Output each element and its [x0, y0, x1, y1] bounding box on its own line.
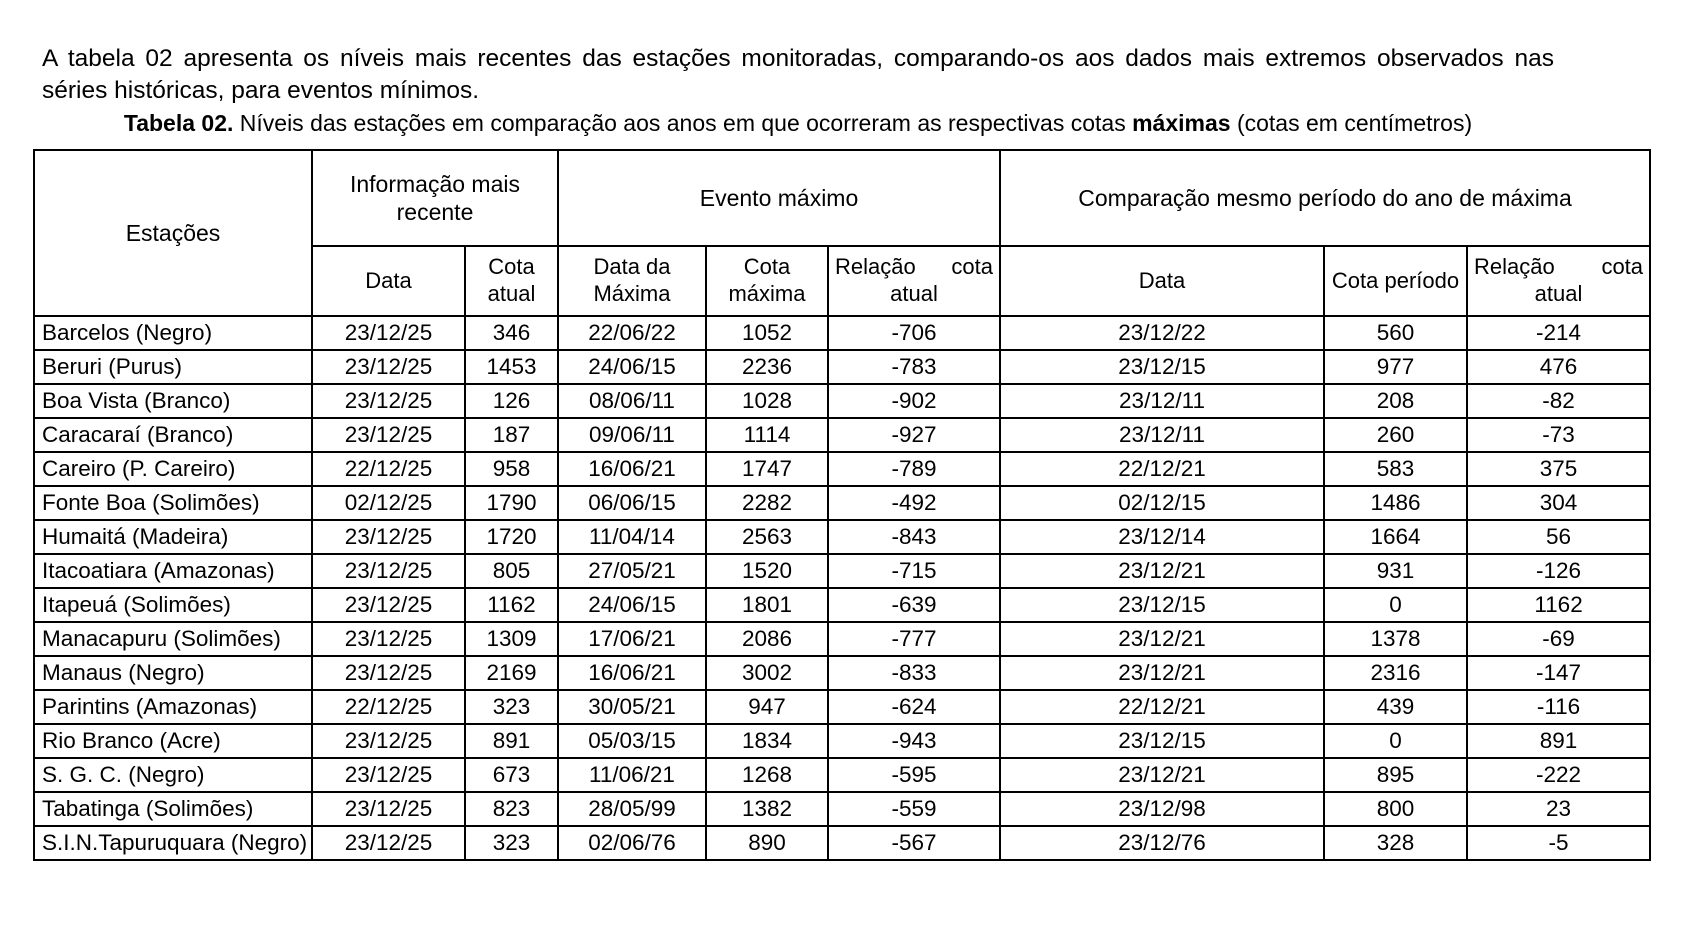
- table-row: [34, 350, 1650, 384]
- cell-cota-periodo: 439: [1324, 690, 1467, 724]
- cell-cota-periodo: 2316: [1324, 656, 1467, 690]
- cell-data-comp: 23/12/15: [1000, 588, 1324, 622]
- table-row: [34, 316, 1650, 350]
- cell-cota-periodo: 583: [1324, 452, 1467, 486]
- table-row: [34, 656, 1650, 690]
- cell-data-maxima: 11/06/21: [558, 758, 706, 792]
- cell-station: Itacoatiara (Amazonas): [34, 554, 312, 588]
- cell-cota-maxima: 1268: [706, 758, 828, 792]
- cell-data-maxima: 28/05/99: [558, 792, 706, 826]
- caption-label: Tabela 02.: [123, 110, 234, 136]
- cell-station: Caracaraí (Branco): [34, 418, 312, 452]
- table-row: [34, 486, 1650, 520]
- cell-cota-maxima: 1834: [706, 724, 828, 758]
- header-relacao-2-text: Relação cota atual: [1474, 254, 1644, 306]
- cell-cota-periodo: 328: [1324, 826, 1467, 860]
- cell-relacao-comp: 304: [1467, 486, 1650, 520]
- cell-cota-maxima: 1801: [706, 588, 828, 622]
- cell-relacao-max: -777: [828, 622, 1000, 656]
- cell-data-maxima: 24/06/15: [558, 350, 706, 384]
- cell-cota-maxima: 1747: [706, 452, 828, 486]
- cell-station: Careiro (P. Careiro): [34, 452, 312, 486]
- cell-data-recente: 23/12/25: [312, 554, 465, 588]
- header-cota-atual: Cota atual: [465, 246, 558, 316]
- cell-cota-maxima: 2282: [706, 486, 828, 520]
- header-data-comparacao: Data: [1000, 246, 1324, 316]
- table-row: [34, 724, 1650, 758]
- cell-relacao-comp: -69: [1467, 622, 1650, 656]
- cell-cota-maxima: 1052: [706, 316, 828, 350]
- cell-cota-periodo: 895: [1324, 758, 1467, 792]
- cell-data-recente: 23/12/25: [312, 656, 465, 690]
- cell-station: Manacapuru (Solimões): [34, 622, 312, 656]
- cell-data-comp: 02/12/15: [1000, 486, 1324, 520]
- cell-data-comp: 23/12/14: [1000, 520, 1324, 554]
- cell-relacao-comp: -214: [1467, 316, 1650, 350]
- cell-relacao-comp: -222: [1467, 758, 1650, 792]
- cell-data-recente: 23/12/25: [312, 792, 465, 826]
- cell-data-maxima: 24/06/15: [558, 588, 706, 622]
- table-row: [34, 418, 1650, 452]
- cell-cota-periodo: 931: [1324, 554, 1467, 588]
- cell-cota-maxima: 1520: [706, 554, 828, 588]
- caption-bold-word: máximas: [1132, 110, 1231, 136]
- table-row: [34, 826, 1650, 860]
- cell-cota-atual: 823: [465, 792, 558, 826]
- cell-cota-maxima: 1028: [706, 384, 828, 418]
- cell-data-comp: 23/12/21: [1000, 656, 1324, 690]
- table-row: [34, 622, 1650, 656]
- header-relacao-cota-atual-comp: [1467, 246, 1650, 316]
- cell-data-comp: 22/12/21: [1000, 690, 1324, 724]
- cell-data-maxima: 05/03/15: [558, 724, 706, 758]
- cell-cota-atual: 346: [465, 316, 558, 350]
- cell-relacao-max: -492: [828, 486, 1000, 520]
- cell-data-comp: 23/12/15: [1000, 350, 1324, 384]
- cell-cota-maxima: 3002: [706, 656, 828, 690]
- cell-station: Rio Branco (Acre): [34, 724, 312, 758]
- cell-data-recente: 23/12/25: [312, 316, 465, 350]
- cell-data-maxima: 11/04/14: [558, 520, 706, 554]
- cell-cota-maxima: 2086: [706, 622, 828, 656]
- cell-station: Manaus (Negro): [34, 656, 312, 690]
- cell-relacao-comp: -5: [1467, 826, 1650, 860]
- cell-data-recente: 23/12/25: [312, 384, 465, 418]
- cell-cota-maxima: 2563: [706, 520, 828, 554]
- cell-data-comp: 23/12/11: [1000, 384, 1324, 418]
- cell-data-maxima: 09/06/11: [558, 418, 706, 452]
- table-row: [34, 384, 1650, 418]
- cell-data-recente: 23/12/25: [312, 588, 465, 622]
- cell-data-maxima: 30/05/21: [558, 690, 706, 724]
- cell-station: Itapeuá (Solimões): [34, 588, 312, 622]
- cell-cota-periodo: 0: [1324, 724, 1467, 758]
- cell-data-comp: 23/12/21: [1000, 622, 1324, 656]
- cell-cota-periodo: 1486: [1324, 486, 1467, 520]
- cell-cota-atual: 891: [465, 724, 558, 758]
- cell-data-comp: 23/12/98: [1000, 792, 1324, 826]
- cell-relacao-comp: -73: [1467, 418, 1650, 452]
- levels-table: [33, 149, 1651, 861]
- cell-relacao-max: -624: [828, 690, 1000, 724]
- cell-cota-atual: 673: [465, 758, 558, 792]
- cell-data-maxima: 27/05/21: [558, 554, 706, 588]
- table-row: [34, 520, 1650, 554]
- cell-data-recente: 23/12/25: [312, 826, 465, 860]
- cell-relacao-max: -715: [828, 554, 1000, 588]
- cell-data-maxima: 08/06/11: [558, 384, 706, 418]
- table-row: [34, 758, 1650, 792]
- cell-relacao-max: -706: [828, 316, 1000, 350]
- cell-relacao-max: -843: [828, 520, 1000, 554]
- cell-data-comp: 23/12/11: [1000, 418, 1324, 452]
- cell-relacao-comp: 1162: [1467, 588, 1650, 622]
- cell-station: S. G. C. (Negro): [34, 758, 312, 792]
- cell-cota-atual: 2169: [465, 656, 558, 690]
- cell-data-maxima: 02/06/76: [558, 826, 706, 860]
- header-group-comparison: Comparação mesmo período do ano de máxima: [1000, 150, 1650, 246]
- header-stations: Estações: [34, 150, 312, 316]
- cell-cota-maxima: 947: [706, 690, 828, 724]
- cell-data-recente: 23/12/25: [312, 758, 465, 792]
- cell-data-comp: 23/12/22: [1000, 316, 1324, 350]
- cell-data-comp: 23/12/21: [1000, 758, 1324, 792]
- table-row: [34, 792, 1650, 826]
- table-row: [34, 452, 1650, 486]
- cell-data-recente: 23/12/25: [312, 418, 465, 452]
- header-group-max: Evento máximo: [558, 150, 1000, 246]
- header-cota-periodo: Cota período: [1324, 246, 1467, 316]
- caption-text-before: Níveis das estações em comparação aos anos em que ocorreram as respectivas cotas: [233, 110, 1133, 136]
- cell-data-maxima: 06/06/15: [558, 486, 706, 520]
- cell-cota-atual: 958: [465, 452, 558, 486]
- table-caption: [42, 110, 1554, 138]
- table-row: [34, 588, 1650, 622]
- cell-data-comp: 23/12/15: [1000, 724, 1324, 758]
- cell-cota-atual: 323: [465, 826, 558, 860]
- cell-data-comp: 23/12/21: [1000, 554, 1324, 588]
- cell-relacao-comp: -126: [1467, 554, 1650, 588]
- cell-relacao-comp: 891: [1467, 724, 1650, 758]
- cell-cota-atual: 323: [465, 690, 558, 724]
- intro-paragraph: A tabela 02 apresenta os níveis mais recentes das estações monitoradas, comparando-os aos dados mais extremos observados nas séries históricas, para eventos mínimos.: [42, 44, 1554, 105]
- cell-cota-periodo: 0: [1324, 588, 1467, 622]
- cell-relacao-max: -927: [828, 418, 1000, 452]
- cell-relacao-comp: -147: [1467, 656, 1650, 690]
- cell-cota-periodo: 560: [1324, 316, 1467, 350]
- header-relacao-cota-atual-max: [828, 246, 1000, 316]
- cell-station: Humaitá (Madeira): [34, 520, 312, 554]
- cell-cota-atual: 1162: [465, 588, 558, 622]
- cell-data-recente: 23/12/25: [312, 520, 465, 554]
- cell-data-recente: 23/12/25: [312, 724, 465, 758]
- cell-relacao-max: -833: [828, 656, 1000, 690]
- cell-station: Fonte Boa (Solimões): [34, 486, 312, 520]
- cell-data-maxima: 22/06/22: [558, 316, 706, 350]
- cell-cota-maxima: 1382: [706, 792, 828, 826]
- cell-cota-maxima: 2236: [706, 350, 828, 384]
- cell-relacao-max: -789: [828, 452, 1000, 486]
- cell-station: Barcelos (Negro): [34, 316, 312, 350]
- cell-relacao-comp: 375: [1467, 452, 1650, 486]
- cell-cota-periodo: 800: [1324, 792, 1467, 826]
- cell-relacao-max: -595: [828, 758, 1000, 792]
- header-data-recent: Data: [312, 246, 465, 316]
- cell-cota-periodo: 1378: [1324, 622, 1467, 656]
- cell-data-maxima: 16/06/21: [558, 452, 706, 486]
- table-row: [34, 554, 1650, 588]
- cell-data-recente: 23/12/25: [312, 350, 465, 384]
- header-group-recent: Informação mais recente: [312, 150, 558, 246]
- caption-text-after: (cotas em centímetros): [1230, 110, 1473, 136]
- cell-relacao-max: -783: [828, 350, 1000, 384]
- cell-cota-atual: 1720: [465, 520, 558, 554]
- cell-data-maxima: 17/06/21: [558, 622, 706, 656]
- cell-data-maxima: 16/06/21: [558, 656, 706, 690]
- cell-data-comp: 23/12/76: [1000, 826, 1324, 860]
- cell-relacao-max: -639: [828, 588, 1000, 622]
- cell-station: S.I.N.Tapuruquara (Negro): [34, 826, 312, 860]
- cell-cota-maxima: 890: [706, 826, 828, 860]
- cell-cota-atual: 126: [465, 384, 558, 418]
- cell-data-recente: 22/12/25: [312, 690, 465, 724]
- header-cota-maxima: Cota máxima: [706, 246, 828, 316]
- cell-station: Tabatinga (Solimões): [34, 792, 312, 826]
- cell-data-recente: 23/12/25: [312, 622, 465, 656]
- cell-data-recente: 02/12/25: [312, 486, 465, 520]
- cell-station: Parintins (Amazonas): [34, 690, 312, 724]
- cell-relacao-comp: 56: [1467, 520, 1650, 554]
- header-data-maxima: Data da Máxima: [558, 246, 706, 316]
- cell-relacao-max: -902: [828, 384, 1000, 418]
- table-row: [34, 690, 1650, 724]
- header-row-groups: [34, 150, 1650, 246]
- cell-cota-atual: 1453: [465, 350, 558, 384]
- cell-cota-periodo: 977: [1324, 350, 1467, 384]
- cell-relacao-max: -567: [828, 826, 1000, 860]
- table-body: [34, 316, 1650, 860]
- cell-relacao-comp: 23: [1467, 792, 1650, 826]
- cell-data-comp: 22/12/21: [1000, 452, 1324, 486]
- cell-cota-maxima: 1114: [706, 418, 828, 452]
- cell-cota-periodo: 260: [1324, 418, 1467, 452]
- cell-relacao-comp: 476: [1467, 350, 1650, 384]
- cell-relacao-comp: -116: [1467, 690, 1650, 724]
- cell-cota-periodo: 1664: [1324, 520, 1467, 554]
- cell-cota-atual: 187: [465, 418, 558, 452]
- cell-relacao-comp: -82: [1467, 384, 1650, 418]
- cell-data-recente: 22/12/25: [312, 452, 465, 486]
- header-relacao-1-text: Relação cota atual: [835, 254, 994, 306]
- cell-relacao-max: -943: [828, 724, 1000, 758]
- cell-station: Boa Vista (Branco): [34, 384, 312, 418]
- cell-station: Beruri (Purus): [34, 350, 312, 384]
- cell-cota-periodo: 208: [1324, 384, 1467, 418]
- cell-cota-atual: 1309: [465, 622, 558, 656]
- cell-cota-atual: 1790: [465, 486, 558, 520]
- cell-cota-atual: 805: [465, 554, 558, 588]
- cell-relacao-max: -559: [828, 792, 1000, 826]
- table-header: [34, 150, 1650, 316]
